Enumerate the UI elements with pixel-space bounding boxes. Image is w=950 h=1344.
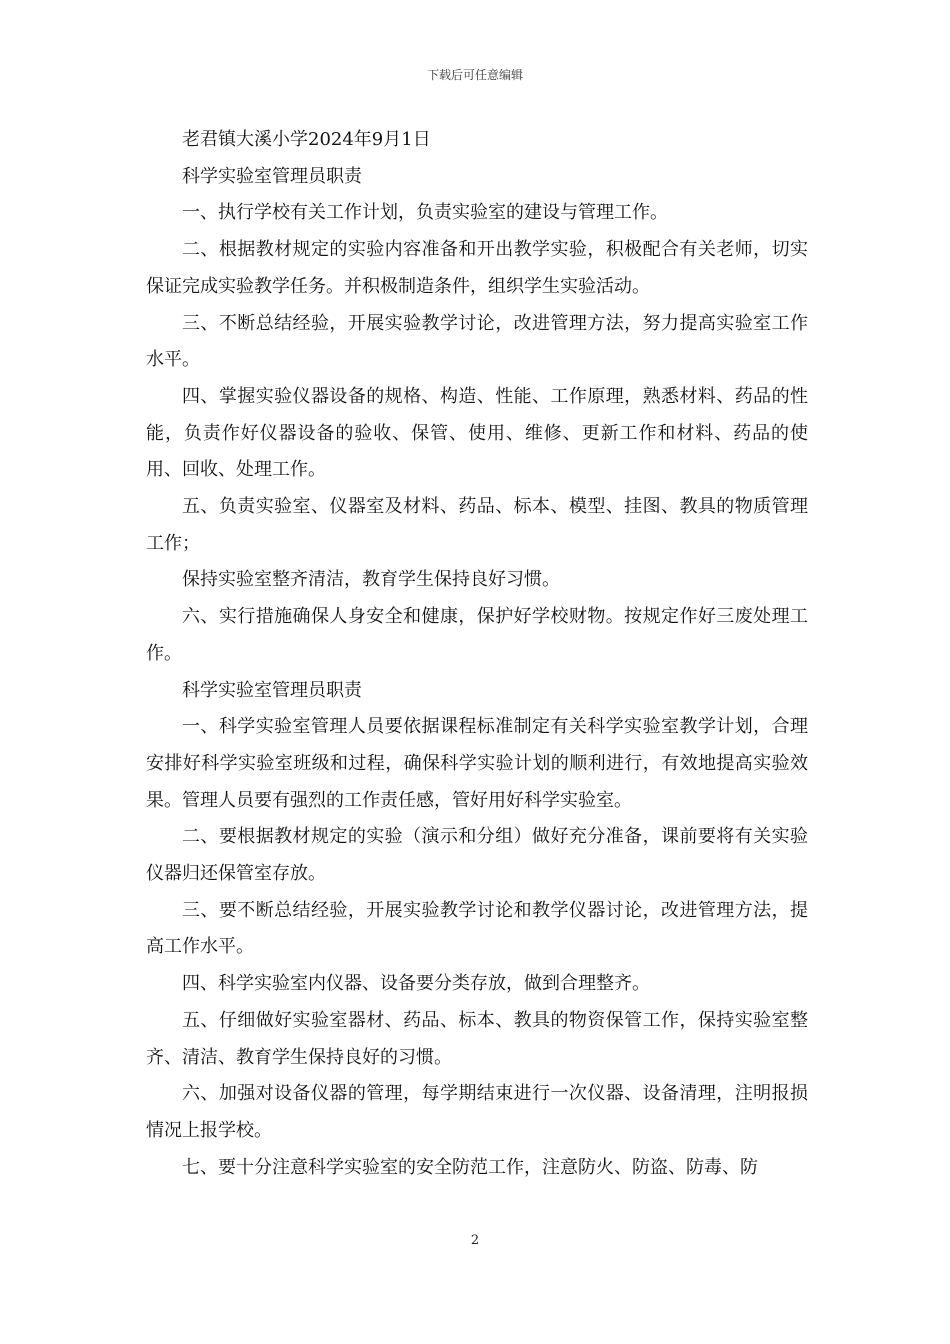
page-header-note: 下载后可任意编辑: [426, 68, 523, 82]
date-line: 老君镇大溪小学2024年9月1日: [182, 129, 431, 150]
paragraph: 七、要十分注意科学实验室的安全防范工作，注意防火、防盗、防毒、防: [182, 1156, 758, 1178]
paragraph: 三、不断总结经验，开展实验教学讨论，改进管理方法，努力提高实验室工作水平。: [146, 312, 808, 371]
paragraph: 一、执行学校有关工作计划，负责实验室的建设与管理工作。: [182, 202, 668, 224]
paragraph: 三、要不断总结经验，开展实验教学讨论和教学仪器讨论，改进管理方法，提高工作水平。: [146, 899, 808, 958]
paragraph: 二、要根据教材规定的实验（演示和分组）做好充分准备，课前要将有关实验仪器归还保管室存放。: [146, 826, 808, 885]
paragraph: 六、加强对设备仪器的管理，每学期结束进行一次仪器、设备清理，注明报损情况上报学校。: [146, 1083, 808, 1141]
paragraph: 保持实验室整齐清洁，教育学生保持良好习惯。: [182, 569, 560, 591]
paragraph: 四、科学实验室内仪器、设备要分类存放，做到合理整齐。: [182, 973, 650, 995]
paragraph: 一、科学实验室管理人员要依据课程标准制定有关科学实验室教学计划，合理安排好科学实验室班级和过程，确保科学实验计划的顺利进行，有效地提高实验效果。管理人员要有强烈的工作责任感，管好用好科学实验室。: [146, 716, 808, 811]
section-title: 科学实验室管理员职责: [182, 165, 362, 187]
paragraph: 五、负责实验室、仪器室及材料、药品、标本、模型、挂图、教具的物质管理工作；: [146, 496, 808, 554]
document-body: [146, 122, 808, 1186]
paragraph: 四、掌握实验仪器设备的规格、构造、性能、工作原理，熟悉材料、药品的性能，负责作好仪器设备的验收、保管、使用、维修、更新工作和材料、药品的使用、回收、处理工作。: [146, 385, 808, 481]
paragraph: 二、根据教材规定的实验内容准备和开出教学实验，积极配合有关老师，切实保证完成实验教学任务。并积极制造条件，组织学生实验活动。: [146, 239, 808, 297]
page-number: 2: [470, 1233, 480, 1248]
paragraph: 六、实行措施确保人身安全和健康，保护好学校财物。按规定作好三废处理工作。: [146, 606, 808, 664]
section-title: 科学实验室管理员职责: [182, 679, 362, 701]
paragraph: 五、仔细做好实验室器材、药品、标本、教具的物资保管工作，保持实验室整齐、清洁、教育学生保持良好的习惯。: [146, 1009, 808, 1068]
